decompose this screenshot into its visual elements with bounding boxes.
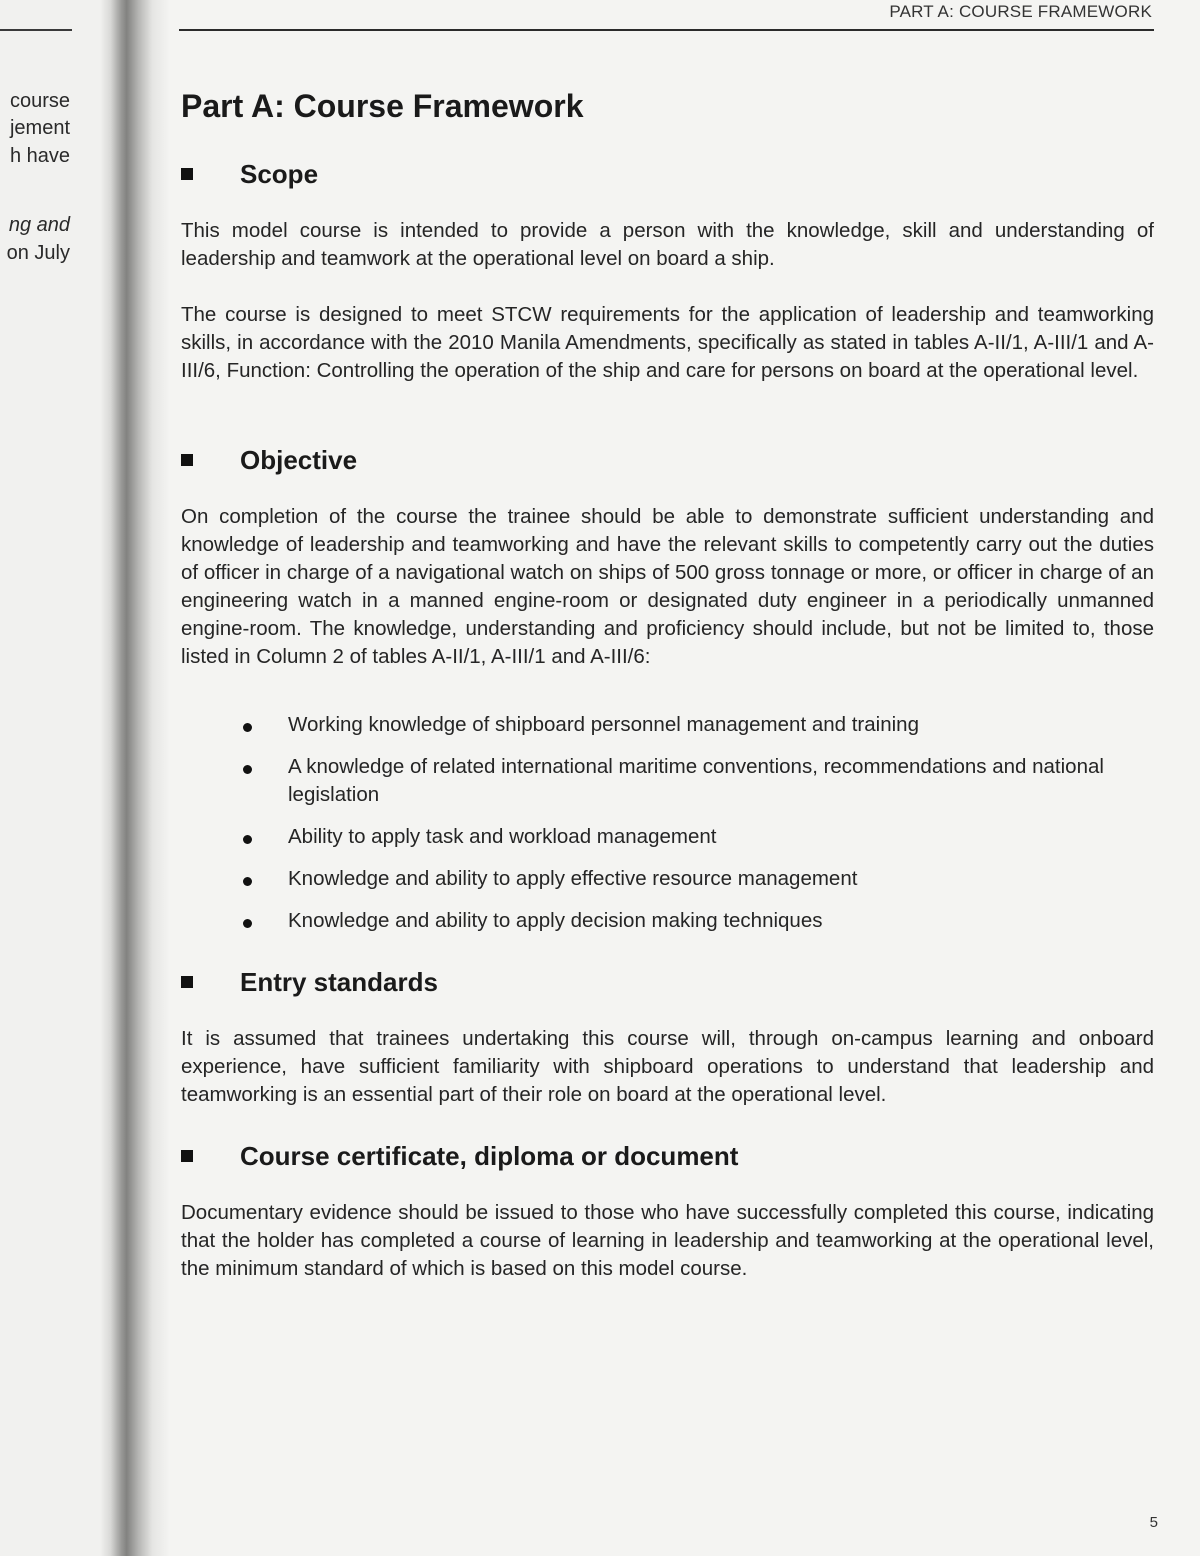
running-header: PART A: COURSE FRAMEWORK	[889, 2, 1152, 21]
scope-paragraph-1: This model course is intended to provide a person with the knowledge, skill and understanding of leadership and teamwork at the operational level on board a ship.	[181, 219, 1154, 270]
certificate-paragraph: Documentary evidence should be issued to those who have successfully completed this course, indicating that the holder has completed a course of learning in leadership and teamworking at the operational level, the minimum standard of which is based on this model course.	[181, 1201, 1154, 1280]
bullet-dot-icon	[243, 835, 252, 844]
square-bullet-icon	[181, 1150, 193, 1162]
section-heading-label: Scope	[240, 159, 319, 189]
page-title: Part A: Course Framework	[181, 88, 584, 124]
entry-standards-paragraph: It is assumed that trainees undertaking this course will, through on-campus learning and onboard experience, have sufficient familiarity with shipboard operations to understand that leadership and teamworking is an essential part of their role on board at the operational level.	[181, 1027, 1154, 1106]
section-heading-objective	[181, 445, 357, 476]
section-heading-label: Objective	[240, 445, 358, 475]
list-item	[241, 823, 1154, 851]
previous-page-fragment: ng and	[8, 214, 70, 236]
book-spine-shadow	[100, 0, 170, 1556]
list-item	[241, 711, 1154, 739]
list-item-text: A knowledge of related international maritime conventions, recommendations and national legislation	[288, 755, 1104, 806]
list-item	[241, 865, 1154, 893]
section-heading-label: Entry standards	[240, 967, 438, 997]
section-heading-entry-standards	[181, 967, 438, 998]
list-item-text: Knowledge and ability to apply effective resource management	[288, 867, 858, 890]
bullet-dot-icon	[243, 723, 252, 732]
bullet-dot-icon	[243, 919, 252, 928]
list-item-text: Knowledge and ability to apply decision making techniques	[288, 909, 823, 932]
section-heading-scope	[181, 159, 318, 190]
bullet-dot-icon	[243, 765, 252, 774]
previous-page-fragment: jement	[9, 117, 70, 139]
objective-bullet-list	[241, 711, 1154, 949]
objective-paragraph: On completion of the course the trainee should be able to demonstrate sufficient understanding and knowledge of leadership and teamworking and have the relevant skills to competently carry out the duties of officer in charge of a navigational watch on ships of 500 gross tonnage or more, or officer in charge of an engineering watch in a manned engine-room or designated duty engineer in a periodically unmanned engine-room. The knowledge, understanding and proficiency should include, but not be limited to, those listed in Column 2 of tables A-II/1, A-III/1 and A-III/6:	[181, 505, 1154, 668]
bullet-dot-icon	[243, 877, 252, 886]
list-item-text: Ability to apply task and workload management	[288, 825, 717, 848]
square-bullet-icon	[181, 976, 193, 988]
square-bullet-icon	[181, 454, 193, 466]
previous-page-fragment: h have	[9, 145, 70, 167]
previous-page-header-rule	[0, 29, 72, 31]
list-item	[241, 907, 1154, 935]
section-heading-certificate	[181, 1141, 738, 1172]
header-rule	[179, 29, 1154, 31]
square-bullet-icon	[181, 168, 193, 180]
section-heading-label: Course certificate, diploma or document	[240, 1141, 739, 1171]
page-number: 5	[1149, 1514, 1158, 1531]
scope-paragraph-2: The course is designed to meet STCW requirements for the application of leadership and teamworking skills, in accordance with the 2010 Manila Amendments, specifically as stated in tables A-II/1, A-III/1 and A-III/6, Function: Controlling the operation of the ship and care for persons on board at the operational level.	[181, 303, 1154, 382]
list-item-text: Working knowledge of shipboard personnel management and training	[288, 713, 919, 736]
previous-page-fragment: course	[9, 90, 70, 112]
list-item	[241, 753, 1154, 809]
previous-page-fragment: on July	[6, 242, 70, 264]
